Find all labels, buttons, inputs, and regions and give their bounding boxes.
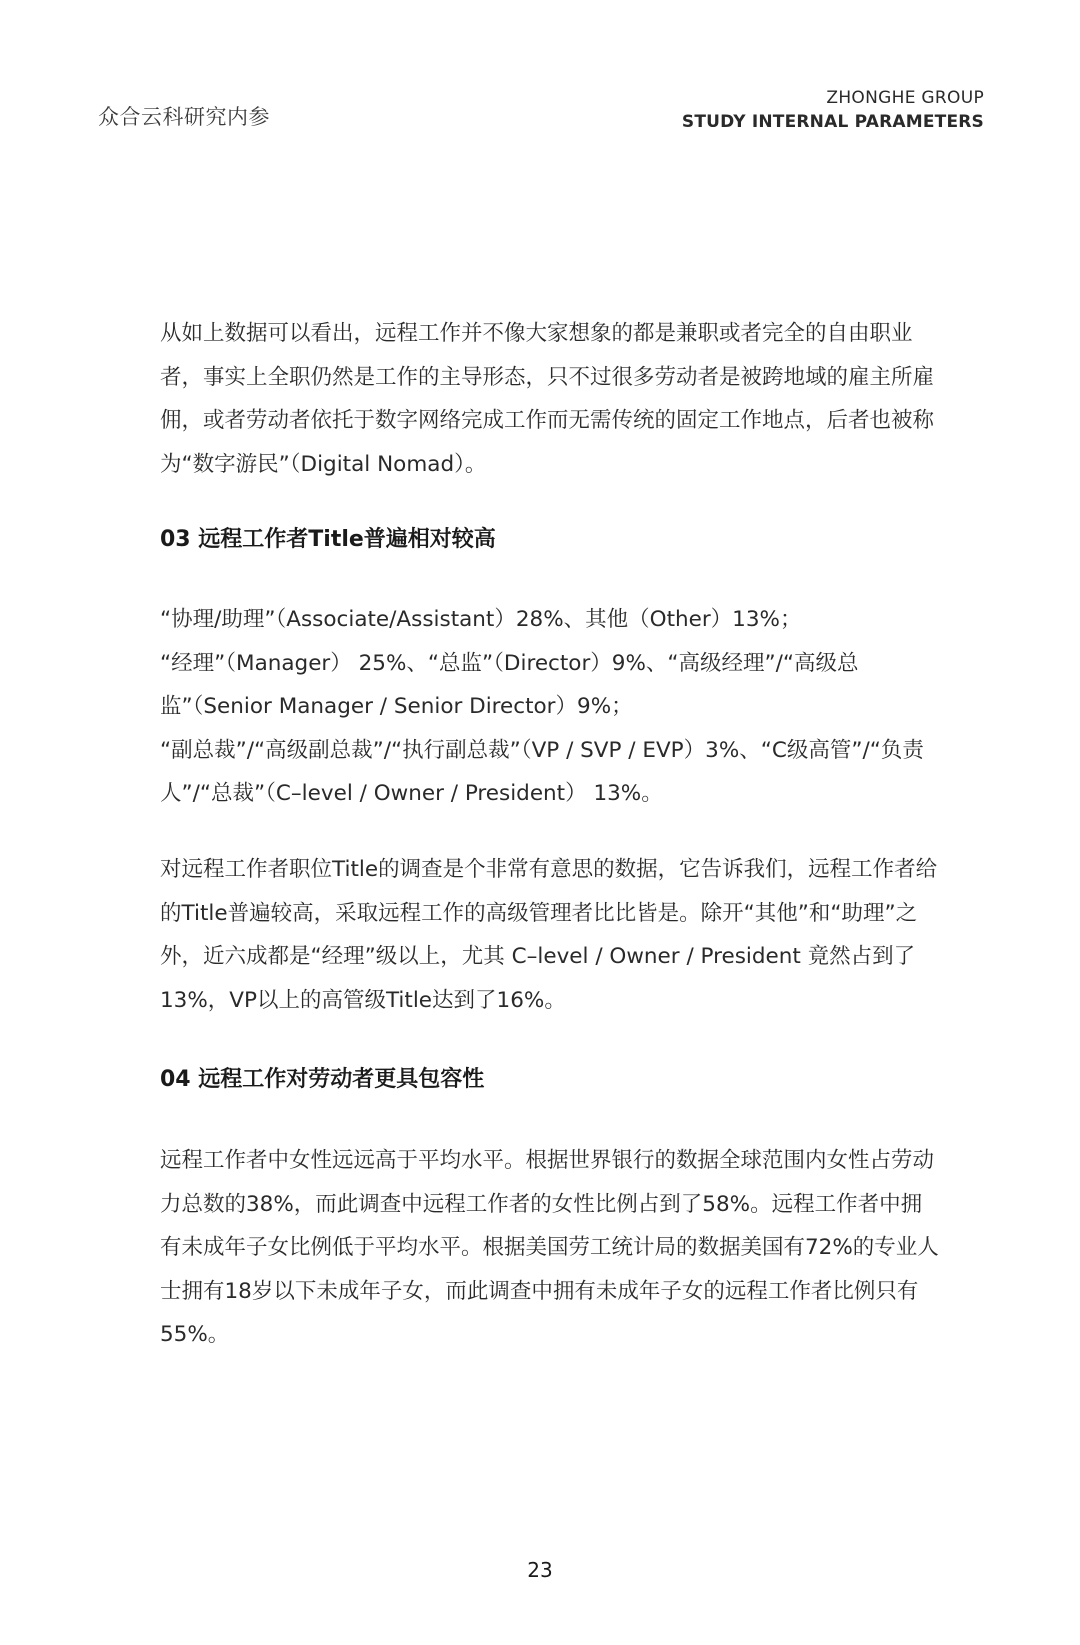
title-stats-list — [160, 598, 940, 816]
header-brand-title: 众合云科研究内参 — [98, 105, 270, 129]
header-group-block — [682, 86, 984, 134]
section-03-heading: 03 远程工作者Title普遍相对较高 — [160, 527, 496, 552]
section-04-paragraph: 远程工作者中女性远远高于平均水平。根据世界银行的数据全球范围内女性占劳动力总数的38%，而此调查中远程工作者的女性比例占到了58%。远程工作者中拥有未成年子女比例低于平均水平。根据美国劳工统计局的数据美国有72%的专业人士拥有18岁以下未成年子女，而此调查中拥有未成年子女的远程工作者比例只有55%。 — [160, 1148, 939, 1347]
title-stat-item-executive: “副总裁”/“高级副总裁”/“执行副总裁”（VP / SVP / EVP）3%、“C级高管”/“负责人”/“总裁”（C–level / Owner / President） 13%。 — [160, 737, 924, 806]
section-03-paragraph: 对远程工作者职位Title的调查是个非常有意思的数据，它告诉我们，远程工作者给的Title普遍较高，采取远程工作的高级管理者比比皆是。除开“其他”和“助理”之外，近六成都是“经理”级以上，尤其 C–level / Owner / President 竟然占到了13%，VP以上的高管级Title达到了16%。 — [160, 857, 938, 1013]
section-03-paragraph-block — [160, 848, 940, 1022]
title-stat-item-associate: “协理/助理”（Associate/Assistant）28%、其他（Other）13%； — [160, 607, 802, 632]
header-group-name: ZHONGHE GROUP — [826, 88, 984, 108]
section-04-paragraph-block — [160, 1139, 940, 1357]
intro-paragraph: 从如上数据可以看出，远程工作并不像大家想象的都是兼职或者完全的自由职业者，事实上全职仍然是工作的主导形态，只不过很多劳动者是被跨地域的雇主所雇佣，或者劳动者依托于数字网络完成工作而无需传统的固定工作地点，后者也被称为“数字游民”（Digital Nomad）。 — [160, 321, 935, 477]
intro-paragraph-block — [160, 312, 940, 486]
section-04-heading: 04 远程工作对劳动者更具包容性 — [160, 1067, 485, 1092]
title-stat-item-manager: “经理”（Manager） 25%、“总监”（Director）9%、“高级经理”/“高级总监”（Senior Manager / Senior Director）9%； — [160, 650, 859, 719]
header-subtitle: STUDY INTERNAL PARAMETERS — [681, 112, 984, 132]
page-number: 23 — [527, 1558, 553, 1582]
